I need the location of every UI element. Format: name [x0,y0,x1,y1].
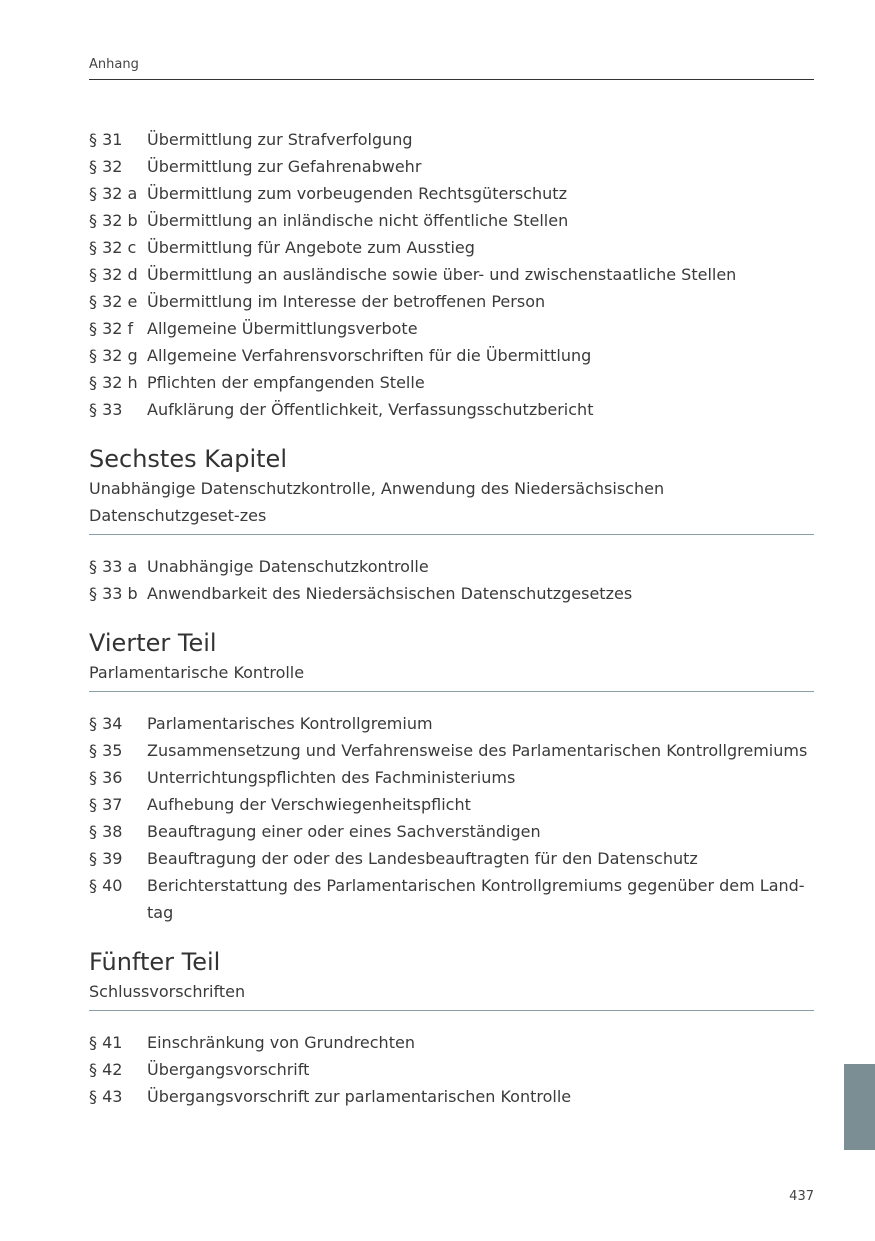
toc-entry-number: § 32 h [89,373,138,392]
toc-entry-number: § 41 [89,1033,123,1052]
section-divider [89,1010,814,1011]
toc-entry-number: § 32 g [89,346,138,365]
toc-entry-title: Aufklärung der Öffentlichkeit, Verfassungsschutzbericht [147,400,594,419]
toc-entry [89,234,814,261]
toc-entry [89,261,814,288]
section-divider [89,691,814,692]
toc-entry-number: § 38 [89,822,123,841]
toc-entry [89,1083,814,1110]
toc-entry-number: § 32 c [89,238,137,257]
toc-entry-title: Berichterstattung des Parlamentarischen Kontrollgremiums gegenüber dem Land-tag [147,876,805,922]
toc-entry-title: Zusammensetzung und Verfahrensweise des Parlamentarischen Kontrollgremiums [147,741,808,760]
toc-entry-number: § 39 [89,849,123,868]
section-fuenfter-teil [89,946,814,1110]
toc-entry [89,845,814,872]
toc-entry-title: Übermittlung zur Strafverfolgung [147,130,413,149]
toc-entry-title: Allgemeine Verfahrensvorschriften für die Übermittlung [147,346,592,365]
section-divider [89,534,814,535]
toc-entry-title: Übermittlung zur Gefahrenabwehr [147,157,422,176]
toc-entry [89,710,814,737]
section-vierter-teil [89,627,814,926]
document-body [89,126,814,1110]
toc-entry [89,872,814,926]
toc-entry [89,396,814,423]
toc-entry [89,207,814,234]
toc-entry-title: Übergangsvorschrift [147,1060,310,1079]
chapter-thumb-tab [844,1064,875,1150]
toc-entry-title: Übermittlung für Angebote zum Ausstieg [147,238,475,257]
toc-entry [89,180,814,207]
toc-entry-number: § 31 [89,130,123,149]
toc-entry [89,315,814,342]
toc-entry-number: § 32 b [89,211,138,230]
toc-entry-number: § 37 [89,795,123,814]
toc-entry [89,553,814,580]
toc-entry-number: § 34 [89,714,123,733]
toc-entry-title: Allgemeine Übermittlungsverbote [147,319,418,338]
toc-entry-title: Unabhängige Datenschutzkontrolle [147,557,429,576]
toc-entry [89,580,814,607]
toc-entry-title: Einschränkung von Grundrechten [147,1033,415,1052]
toc-entry [89,791,814,818]
toc-entry [89,126,814,153]
section-subtitle: Schlussvorschriften [89,982,246,1001]
header-rule [89,79,814,80]
toc-entry-number: § 32 a [89,184,138,203]
toc-entry-number: § 33 [89,400,123,419]
toc-entry-number: § 32 e [89,292,138,311]
toc-entry [89,737,814,764]
toc-entry [89,818,814,845]
toc-entry-number: § 33 b [89,584,138,603]
toc-entry-title: Parlamentarisches Kontrollgremium [147,714,433,733]
toc-entry-number: § 40 [89,876,123,895]
section-title: Sechstes Kapitel [89,445,287,473]
section-subtitle: Parlamentarische Kontrolle [89,663,305,682]
toc-entry-number: § 32 d [89,265,138,284]
section-sechstes-kapitel [89,443,814,607]
toc-entry [89,288,814,315]
running-head: Anhang [89,57,139,72]
toc-entry [89,1029,814,1056]
toc-entry [89,153,814,180]
toc-entry-number: § 32 [89,157,123,176]
section-title: Vierter Teil [89,629,217,657]
toc-entry-title: Unterrichtungspflichten des Fachministeriums [147,768,516,787]
toc-entry-title: Beauftragung einer oder eines Sachverständigen [147,822,541,841]
toc-entry-title: Übermittlung im Interesse der betroffenen Person [147,292,546,311]
toc-entry-title: Beauftragung der oder des Landesbeauftragten für den Datenschutz [147,849,698,868]
toc-entry-title: Übermittlung zum vorbeugenden Rechtsgüterschutz [147,184,567,203]
toc-entry [89,1056,814,1083]
toc-entry-title: Übermittlung an ausländische sowie über- und zwischenstaatliche Stellen [147,265,737,284]
toc-entry-title: Übermittlung an inländische nicht öffentliche Stellen [147,211,569,230]
toc-entry-title: Übergangsvorschrift zur parlamentarischen Kontrolle [147,1087,572,1106]
toc-entry-number: § 32 f [89,319,134,338]
section-title: Fünfter Teil [89,948,221,976]
toc-entry-number: § 35 [89,741,123,760]
toc-entry [89,369,814,396]
toc-entry [89,342,814,369]
section-subtitle: Unabhängige Datenschutzkontrolle, Anwendung des Niedersächsischen Datenschutzgeset-zes [89,479,665,525]
toc-entry [89,764,814,791]
page-number: 437 [789,1189,814,1204]
toc-entry-title: Pflichten der empfangenden Stelle [147,373,425,392]
toc-list-top [89,126,814,423]
toc-entry-number: § 43 [89,1087,123,1106]
toc-entry-title: Anwendbarkeit des Niedersächsischen Datenschutzgesetzes [147,584,633,603]
toc-entry-number: § 42 [89,1060,123,1079]
toc-entry-title: Aufhebung der Verschwiegenheitspflicht [147,795,471,814]
toc-entry-number: § 33 a [89,557,138,576]
toc-entry-number: § 36 [89,768,123,787]
